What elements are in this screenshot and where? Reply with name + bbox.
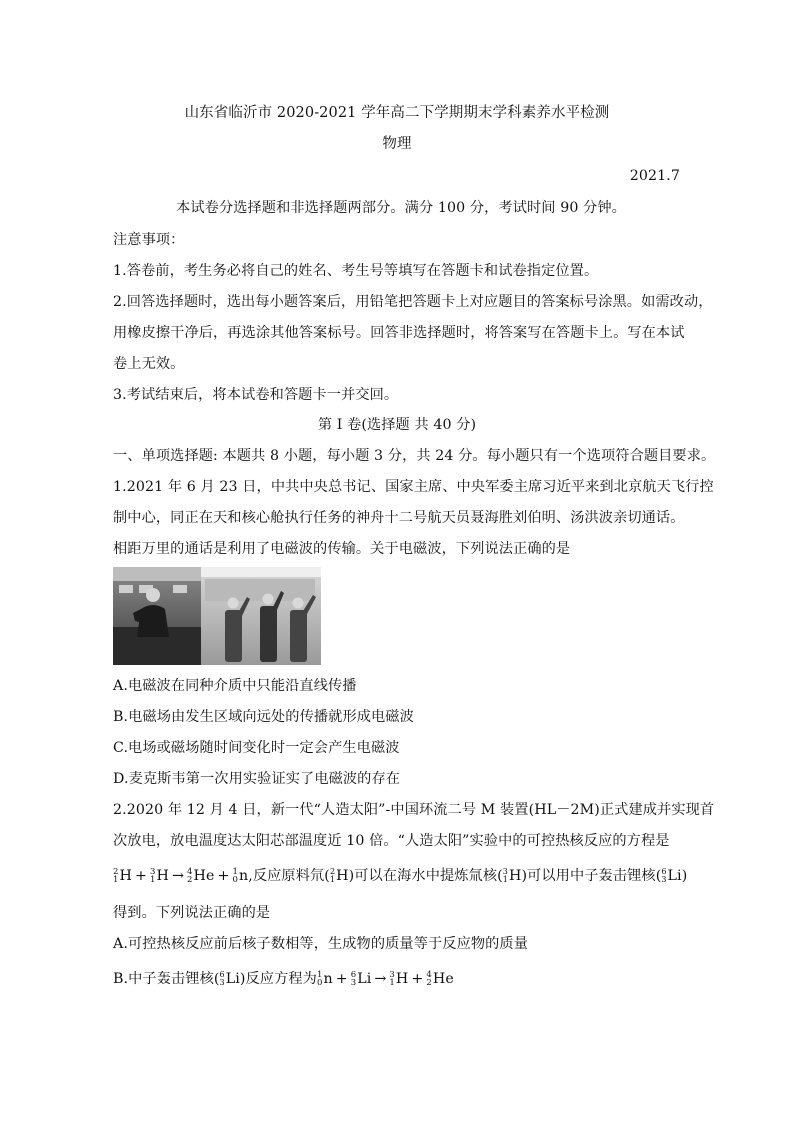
equation-text-end: ) [681,868,688,884]
plus-sign: + [335,971,348,987]
exam-title: 山东省临沂市 2020-2021 学年高二下学期期末学科素养水平检测 [184,105,610,121]
photo-astronaut-call-image [113,567,321,665]
nuclide-lithium-option-b: 6 3 Li [219,970,240,987]
notice-item-2-line-1: 2.回答选择题时，选出每小题答案后，用铅笔把答题卡上对应题目的答案标号涂黑。如需改动， [113,294,713,310]
part-1-heading: 第 I 卷(选择题 共 40 分) [317,417,477,433]
question-1-option-c: C.电场或磁场随时间变化时一定会产生电磁波 [113,740,400,756]
section-1-heading: 一、单项选择题: 本题共 8 小题，每小题 3 分，共 24 分。每小题只有一个选项符合题目要求。 [113,448,716,464]
exam-date: 2021.7 [629,168,680,184]
equation-text-1: ,反应原料氘( [248,868,330,884]
question-2-line-2: 次放电，放电温度达太阳芯部温度近 10 倍。“人造太阳”实验中的可控热核反应的方程是 [113,833,670,849]
equation-text-2: )可以在海水中提炼氚核( [348,868,503,884]
question-2-line-3: 得到。下列说法正确的是 [113,905,271,921]
nuclide-deuterium-inline: 2 1 H [329,867,349,884]
notice-item-1: 1.答卷前，考生务必将自己的姓名、考生号等填写在答题卡和试卷指定位置。 [113,263,599,279]
nuclide-helium: 4 2 He [187,867,215,885]
question-1-option-b: B.电磁场由发生区域向远处的传播就形成电磁波 [113,709,414,725]
exam-intro: 本试卷分选择题和非选择题两部分。满分 100 分，考试时间 90 分钟。 [176,200,626,216]
nuclide-neutron: 1 0 n [232,867,249,885]
notice-item-3: 3.考试结束后，将本试卷和答题卡一并交回。 [113,387,399,403]
exam-subject: 物理 [382,136,412,152]
nuclide-tritium: 3 1 H [150,867,169,885]
question-2-option-a: A.可控热核反应前后核子数相等，生成物的质量等于反应物的质量 [113,936,529,952]
nuclide-tritium-inline: 3 1 H [502,867,522,884]
question-2-option-b [113,969,454,989]
reaction-arrow: → [172,868,184,884]
question-1-option-a: A.电磁波在同种介质中只能沿直线传播 [113,678,357,694]
nuclide-neutron-b: 1 0 n [316,970,333,988]
question-1-line-1: 1.2021 年 6 月 23 日，中共中央总书记、国家主席、中央军委主席习近平来到北京航天飞行控 [113,479,714,495]
notice-item-2-line-2: 用橡皮擦干净后，再选涂其他答案标号。回答非选择题时，将答案写在答题卡上。写在本试 [113,325,685,341]
notice-heading: 注意事项： [113,232,185,248]
plus-sign: + [217,868,230,884]
plus-sign: + [411,971,424,987]
notice-item-2-line-3: 卷上无效。 [113,356,185,372]
nuclide-lithium-b: 6 3 Li [350,970,372,988]
equation-text-3: )可以用中子轰击锂核( [521,868,662,884]
question-1-line-2: 制中心，同正在天和核心舱执行任务的神舟十二号航天员聂海胜刘伯明、汤洪波亲切通话。 [113,510,685,526]
nuclide-deuterium: 2 1 H [113,867,132,885]
question-1-line-3: 相距万里的通话是利用了电磁波的传输。关于电磁波，下列说法正确的是 [113,541,571,557]
nuclide-helium-b: 4 2 He [426,970,454,988]
question-2-equation-line [113,866,687,886]
photo-illustration [113,567,321,665]
plus-sign: + [135,868,147,884]
nuclide-tritium-b: 3 1 H [389,970,409,988]
option-b-prefix: B.中子轰击锂核( [113,971,220,987]
option-b-mid: )反应方程为 [239,971,317,987]
question-2-line-1: 2.2020 年 12 月 4 日，新一代“人造太阳”-中国环流二号 M 装置(HL－2M)正式建成并实现首 [113,802,715,818]
question-1-option-d: D.麦克斯韦第一次用实验证实了电磁波的存在 [113,771,401,787]
nuclide-lithium-inline: 6 3 Li [661,867,682,884]
reaction-arrow: → [374,971,387,987]
